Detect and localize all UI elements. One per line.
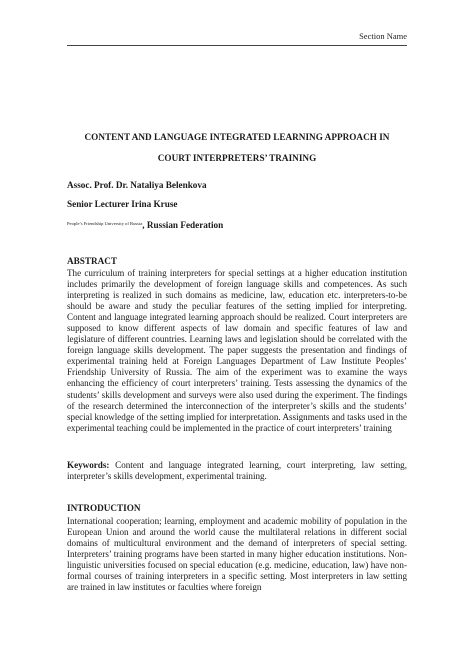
- abstract-text: The curriculum of training interpreters for special settings at a higher education institution includes primarily the development of foreign language skills and competences. As such interpreting is realized in such domains as medicine, law, education etc. interpreters-to-be should be aware and study the peculiar features of the setting implied for interpreting. Content and language integrated learning approach should be realized. Court interpreters are supposed to know different aspects of law domain and specific features of law and legislature of different countries. Learning laws and legislation should be correlated with the foreign language skills development. The paper suggests the presentation and findings of experimental training held at Foreign Languages Department of Law Institute Peoples’ Friendship University of Russia. The aim of the experiment was to examine the ways enhancing the efficiency of court interpreters’ training. Tests assessing the dynamics of the students’ skills development and surveys were also used during the experiment. The findings of the research determined the interconnection of the interpreter’s skills and the students’ special knowledge of the setting implied for interpretation. Assignments and tasks used in the experimental teaching could be implemented in the practice of court interpreters’ training: [67, 268, 407, 433]
- header-rule: [67, 45, 407, 46]
- affiliation: [67, 218, 407, 231]
- author-2: Senior Lecturer Irina Kruse: [67, 199, 178, 209]
- paper-title: [67, 127, 407, 169]
- author-block: [67, 180, 407, 231]
- abstract-heading: ABSTRACT: [67, 256, 118, 266]
- introduction-heading: INTRODUCTION: [67, 503, 141, 513]
- paper-title-line-2: COURT INTERPRETERS’ TRAINING: [157, 153, 317, 163]
- running-header: Section Name: [359, 31, 407, 41]
- author-1: Assoc. Prof. Dr. Nataliya Belenkova: [67, 180, 207, 190]
- keywords-text: Content and language integrated learning, court interpreting, law setting, interpreter’s skills development, experimental training.: [67, 460, 407, 482]
- keywords-label: Keywords:: [67, 460, 110, 470]
- introduction-text: International cooperation; learning, employment and academic mobility of population in the European Union and around the world cause the multilateral relations in different social domains of multicultural environment and the demand of interpreters of special setting. Interpreters’ training programs have been started in many higher education institutions. Non-linguistic universities focused on special education (e.g. medicine, education, law) have non-formal courses of training interpreters in a specific setting. Most interpreters in law setting are trained in law institutes or faculties where foreign: [67, 516, 407, 593]
- keywords-paragraph: [67, 460, 407, 482]
- paper-title-line-1: CONTENT AND LANGUAGE INTEGRATED LEARNING APPROACH IN: [84, 132, 390, 142]
- affiliation-institution: People’s Friendship University of Russia: [67, 221, 143, 226]
- affiliation-country: , Russian Federation: [142, 220, 224, 230]
